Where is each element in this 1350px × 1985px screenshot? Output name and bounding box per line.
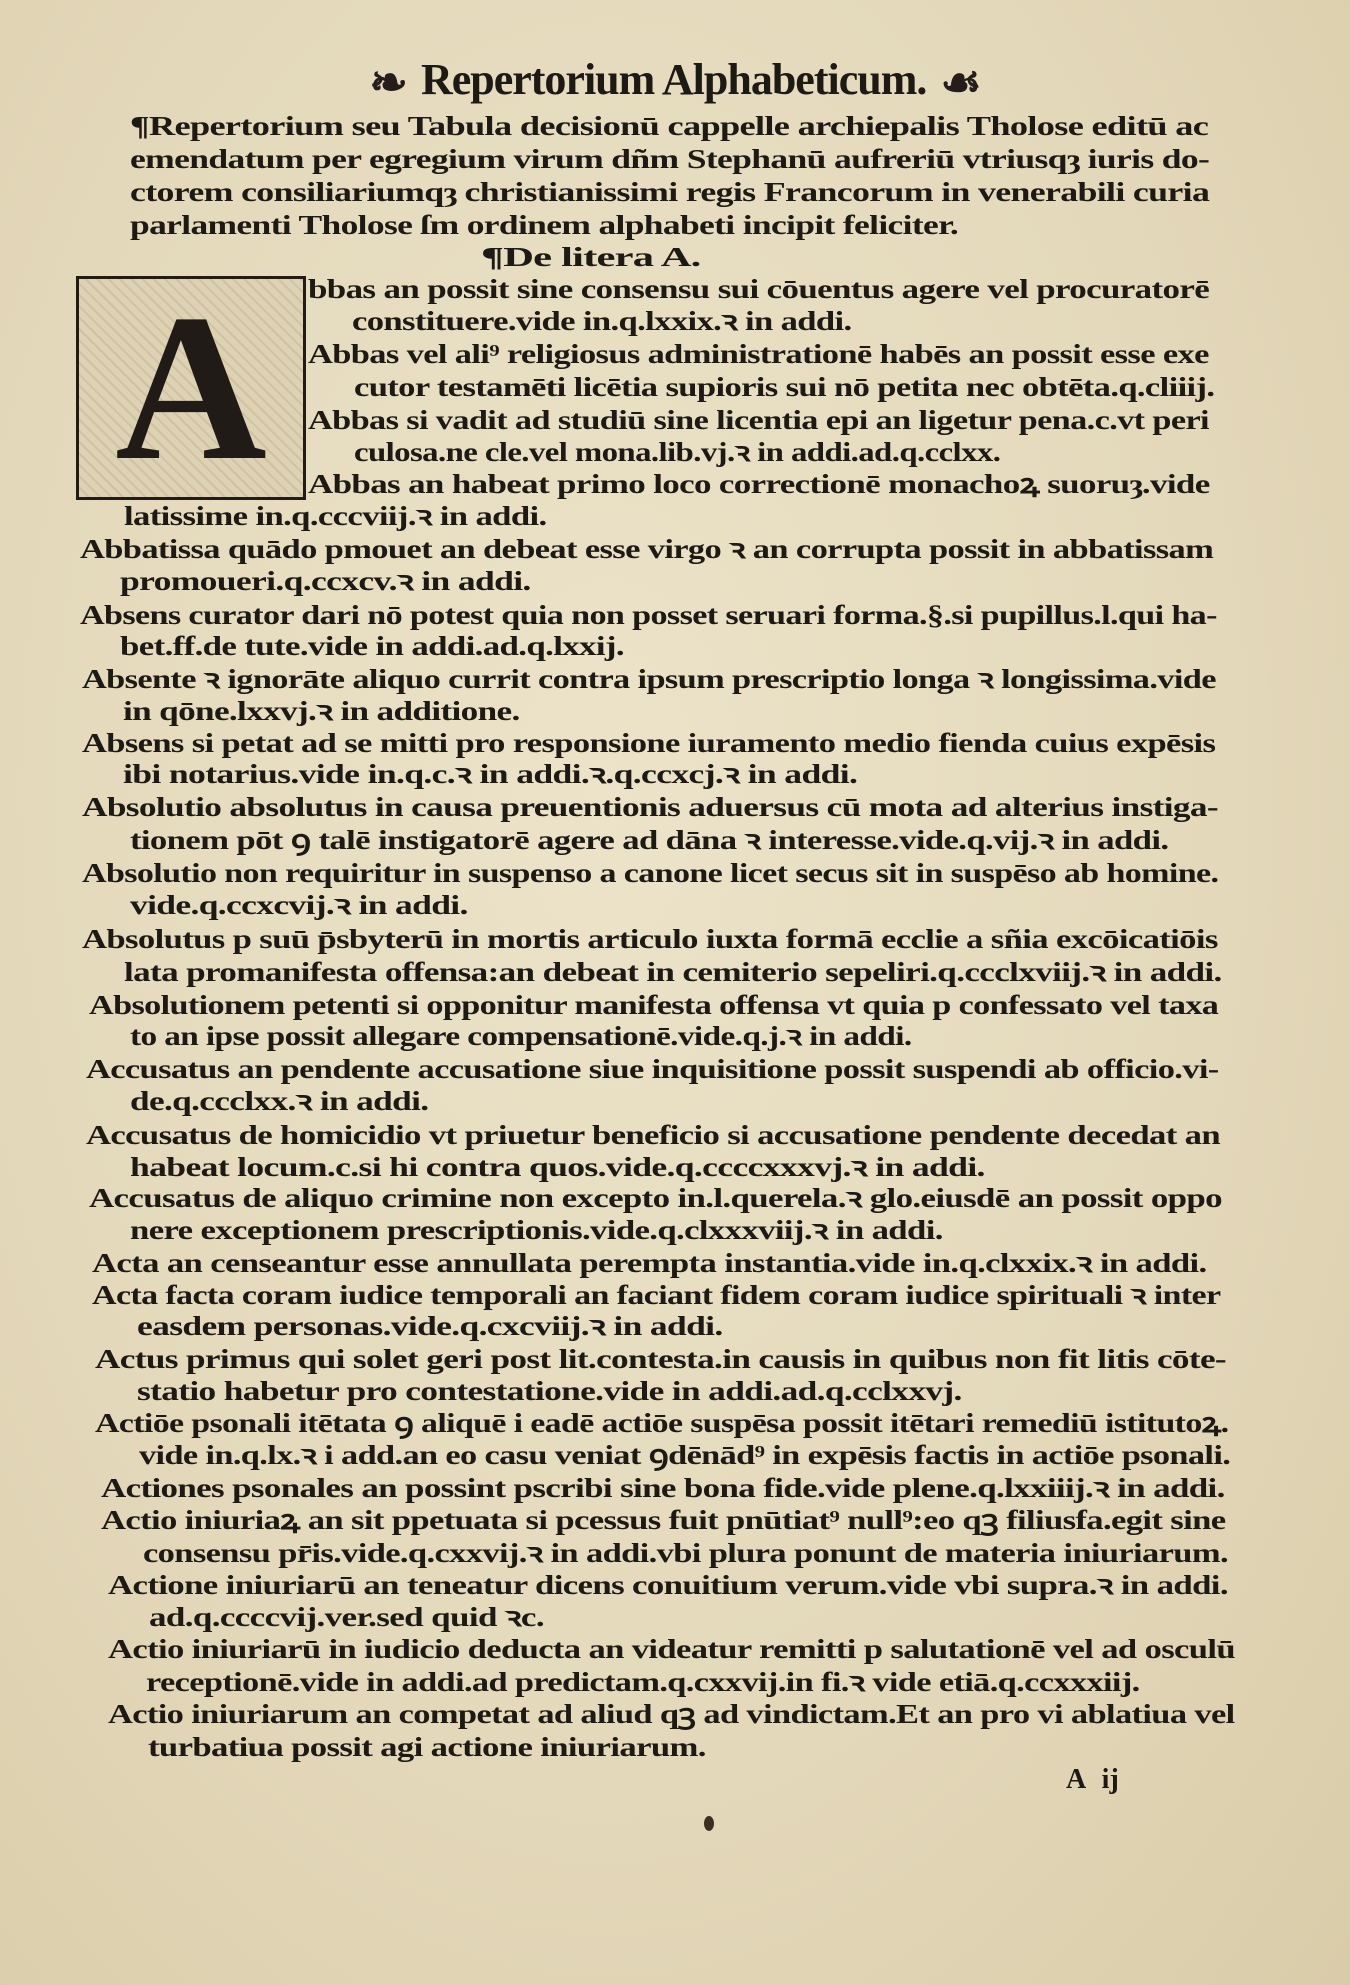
intro-line: ctorem consiliariumqȝ christianissimi regis Francorum in venerabili curia bbox=[130, 177, 1210, 207]
intro-line: ¶Repertorium seu Tabula decisionū cappelle archiepalis Tholose editū ac bbox=[130, 111, 1209, 141]
entry-line: Accusatus an pendente accusatione siue inquisitione possit suspendi ab officio.vi- bbox=[86, 1054, 1219, 1084]
entry-line: Actus primus qui solet geri post lit.contesta.in causis in quibus non fit litis cōte- bbox=[95, 1344, 1226, 1374]
entry-line: Absens si petat ad se mitti pro responsione iuramento medio fienda cuius expēsis bbox=[82, 728, 1216, 758]
entry-line: Absens curator dari nō potest quia non posset seruari forma.§.si pupillus.l.qui ha- bbox=[80, 600, 1217, 630]
entry-line: Acta an censeantur esse annullata perempta instantia.vide in.q.clxxix.ꝛ in addi. bbox=[92, 1248, 1207, 1278]
entry-line: to an ipse possit allegare compensationē.vide.q.j.ꝛ in addi. bbox=[130, 1021, 912, 1051]
entry-line: bbas an possit sine consensu sui cōuentus agere vel procuratorē bbox=[308, 274, 1210, 304]
entry-line: Actiōe psonali itētata ꝯ aliquē i eadē actiōe suspēsa possit itētari remediū istitutoꝝ. bbox=[95, 1408, 1229, 1438]
entry-line: lata promanifesta offensa:an debeat in cemiterio sepeliri.q.ccclxviij.ꝛ in addi. bbox=[124, 957, 1222, 987]
entry-line: culosa.ne cle.vel mona.lib.vj.ꝛ in addi.ad.q.cclxx. bbox=[354, 437, 1001, 467]
entry-line: Absolutus p suū p̄sbyterū in mortis articulo iuxta formā ecclie a sñia excōicatiōis bbox=[82, 924, 1218, 954]
entry-line: cutor testamēti licētia supioris sui nō petita nec obtēta.q.cliiij. bbox=[354, 372, 1215, 402]
entry-line: easdem personas.vide.q.cxcviij.ꝛ in addi. bbox=[137, 1311, 723, 1341]
entry-line: Accusatus de aliquo crimine non excepto in.l.querela.ꝛ glo.eiusdē an possit oppo bbox=[89, 1183, 1222, 1213]
entry-line: turbatiua possit agi actione iniuriarum. bbox=[148, 1732, 706, 1762]
entry-line: in qōne.lxxvj.ꝛ in additione. bbox=[123, 696, 520, 726]
entry-line: Actione iniuriarū an teneatur dicens conuitium verum.vide vbi supra.ꝛ in addi. bbox=[108, 1570, 1228, 1600]
ink-spot bbox=[704, 1816, 714, 1831]
entry-line: latissime in.q.cccviij.ꝛ in addi. bbox=[124, 501, 547, 531]
entry-line: Absolutionem petenti si opponitur manifesta offensa vt quia p confessato vel taxa bbox=[89, 990, 1219, 1020]
entry-line: Actiones psonales an possint pscribi sine bona fide.vide plene.q.lxxiiij.ꝛ in addi. bbox=[101, 1473, 1225, 1503]
entry-line: ibi notarius.vide in.q.c.ꝛ in addi.ꝛ.q.ccxcj.ꝛ in addi. bbox=[123, 759, 858, 789]
entry-line: Actio iniuriarum an competat ad aliud qꝫ ad vindictam.Et an pro vi ablatiua vel bbox=[108, 1699, 1235, 1729]
entry-line: statio habetur pro contestatione.vide in addi.ad.q.cclxxvj. bbox=[137, 1376, 962, 1406]
entry-line: bet.ff.de tute.vide in addi.ad.q.lxxij. bbox=[120, 631, 624, 661]
title-text: Repertorium Alphabeticum. bbox=[420, 55, 927, 104]
entry-line: Abbatissa quādo pmouet an debeat esse virgo ꝛ an corrupta possit in abbatissam bbox=[80, 534, 1214, 564]
fleuron-left-icon: ❧ bbox=[369, 57, 407, 108]
entry-line: nere exceptionem prescriptionis.vide.q.clxxxviij.ꝛ in addi. bbox=[130, 1215, 943, 1245]
section-heading: ¶De litera A. bbox=[481, 242, 701, 272]
entry-line: ad.q.ccccvij.ver.sed quid ꝛc. bbox=[149, 1602, 544, 1632]
entry-line: tionem pōt ꝯ talē instigatorē agere ad dāna ꝛ interesse.vide.q.vij.ꝛ in addi. bbox=[130, 825, 1169, 855]
entry-line: Absolutio absolutus in causa preuentionis aduersus cū mota ad alterius instiga- bbox=[82, 792, 1219, 822]
entry-line: vide in.q.lx.ꝛ i add.an eo casu veniat ꝯdēnād⁹ in expēsis factis in actiōe psonali. bbox=[139, 1440, 1231, 1470]
entry-line: Actio iniuriaꝝ an sit ppetuata si pcessus fuit pnūtiat⁹ null⁹:eo qꝫ filiusfa.egit sine bbox=[101, 1505, 1226, 1535]
entry-line: Absolutio non requiritur in suspenso a canone licet secus sit in suspēso ab homine. bbox=[82, 858, 1219, 888]
entry-line: Accusatus de homicidio vt priuetur beneficio si accusatione pendente decedat an bbox=[86, 1120, 1220, 1150]
entry-line: Absente ꝛ ignorāte aliquo currit contra ipsum prescriptio longa ꝛ longissima.vide bbox=[82, 664, 1216, 694]
entry-line: Actio iniuriarū in iudicio deducta an videatur remitti p salutationē vel ad osculū bbox=[108, 1634, 1235, 1664]
initial-letter: A bbox=[115, 272, 267, 504]
entry-line: Acta facta coram iudice temporali an faciant fidem coram iudice spirituali ꝛ inter bbox=[92, 1280, 1221, 1310]
intro-line: parlamenti Tholose ſm ordinem alphabeti incipit feliciter. bbox=[130, 210, 959, 240]
fleuron-right-icon: ☙ bbox=[940, 57, 981, 108]
signature-mark: A ij bbox=[1066, 1764, 1119, 1795]
page-title bbox=[0, 54, 1350, 109]
woodcut-initial bbox=[76, 272, 306, 504]
entry-line: de.q.ccclxx.ꝛ in addi. bbox=[130, 1086, 429, 1116]
entry-line: vide.q.ccxcvij.ꝛ in addi. bbox=[130, 890, 468, 920]
entry-line: Abbas si vadit ad studiū sine licentia epi an ligetur pena.c.vt peri bbox=[308, 405, 1209, 435]
entry-line: habeat locum.c.si hi contra quos.vide.q.ccccxxxvj.ꝛ in addi. bbox=[130, 1152, 985, 1182]
entry-line: Abbas vel ali⁹ religiosus administrationē habēs an possit esse exe bbox=[308, 339, 1209, 369]
entry-line: promoueri.q.ccxcv.ꝛ in addi. bbox=[120, 566, 531, 596]
entry-line: consensu pr̄is.vide.q.cxxvij.ꝛ in addi.vbi plura ponunt de materia iniuriarum. bbox=[143, 1538, 1228, 1568]
entry-line: receptionē.vide in addi.ad predictam.q.cxxvij.in fi.ꝛ vide etiā.q.ccxxxiij. bbox=[146, 1667, 1140, 1697]
entry-line: Abbas an habeat primo loco correctionē monachoꝝ suoruȝ.vide bbox=[308, 469, 1210, 499]
intro-line: emendatum per egregium virum dñm Stephanū aufreriū vtriusqȝ iuris do- bbox=[130, 144, 1210, 174]
entry-line: constituere.vide in.q.lxxix.ꝛ in addi. bbox=[352, 306, 852, 336]
